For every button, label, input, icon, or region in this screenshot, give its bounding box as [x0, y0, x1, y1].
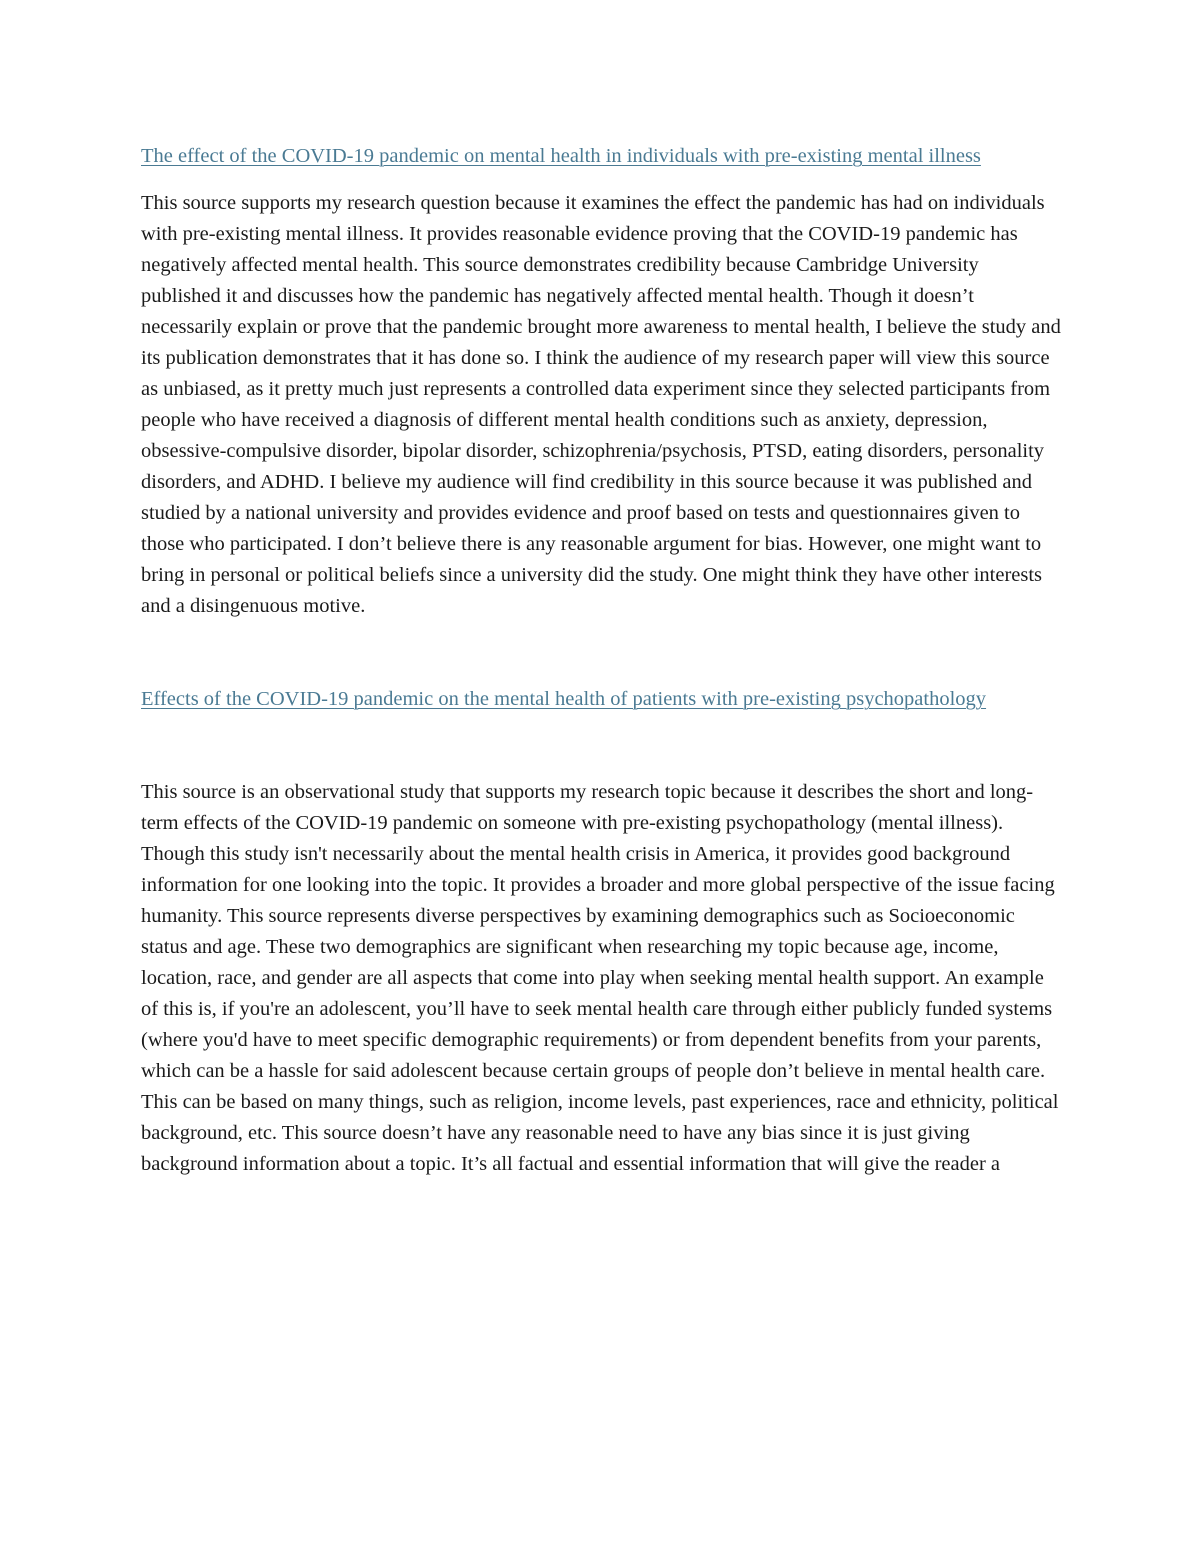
document-page	[141, 141, 1061, 1180]
source-2-title-link[interactable]: Effects of the COVID-19 pandemic on the mental health of patients with pre-existing psychopathology	[141, 688, 987, 710]
source-1-title-link[interactable]: The effect of the COVID-19 pandemic on mental health in individuals with pre-existing mental illness	[141, 145, 981, 167]
source-2-annotation: This source is an observational study that supports my research topic because it describes the short and long-term effects of the COVID-19 pandemic on someone with pre-existing psychopathology (mental illness). Though this study isn't necessarily about the mental health crisis in America, it provides good background information for one looking into the topic. It provides a broader and more global perspective of the issue facing humanity. This source represents diverse perspectives by examining demographics such as Socioeconomic status and age. These two demographics are significant when researching my topic because age, income, location, race, and gender are all aspects that come into play when seeking mental health support. An example of this is, if you're an adolescent, you’ll have to seek mental health care through either publicly funded systems (where you'd have to meet specific demographic requirements) or from dependent benefits from your parents, which can be a hassle for said adolescent because certain groups of people don’t believe in mental health care. This can be based on many things, such as religion, income levels, past experiences, race and ethnicity, political background, etc. This source doesn’t have any reasonable need to have any bias since it is just giving background information about a topic. It’s all factual and essential information that will give the reader a	[141, 781, 1059, 1175]
source-1-annotation: This source supports my research question because it examines the effect the pandemic has had on individuals with pre-existing mental illness. It provides reasonable evidence proving that the COVID-19 pandemic has negatively affected mental health. This source demonstrates credibility because Cambridge University published it and discusses how the pandemic has negatively affected mental health. Though it doesn’t necessarily explain or prove that the pandemic brought more awareness to mental health, I believe the study and its publication demonstrates that it has done so. I think the audience of my research paper will view this source as unbiased, as it pretty much just represents a controlled data experiment since they selected participants from people who have received a diagnosis of different mental health conditions such as anxiety, depression, obsessive-compulsive disorder, bipolar disorder, schizophrenia/psychosis, PTSD, eating disorders, personality disorders, and ADHD. I believe my audience will find credibility in this source because it was published and studied by a national university and provides evidence and proof based on tests and questionnaires given to those who participated. I don’t believe there is any reasonable argument for bias. However, one might want to bring in personal or political beliefs since a university did the study. One might think they have other interests and a disingenuous motive.	[141, 192, 1061, 617]
